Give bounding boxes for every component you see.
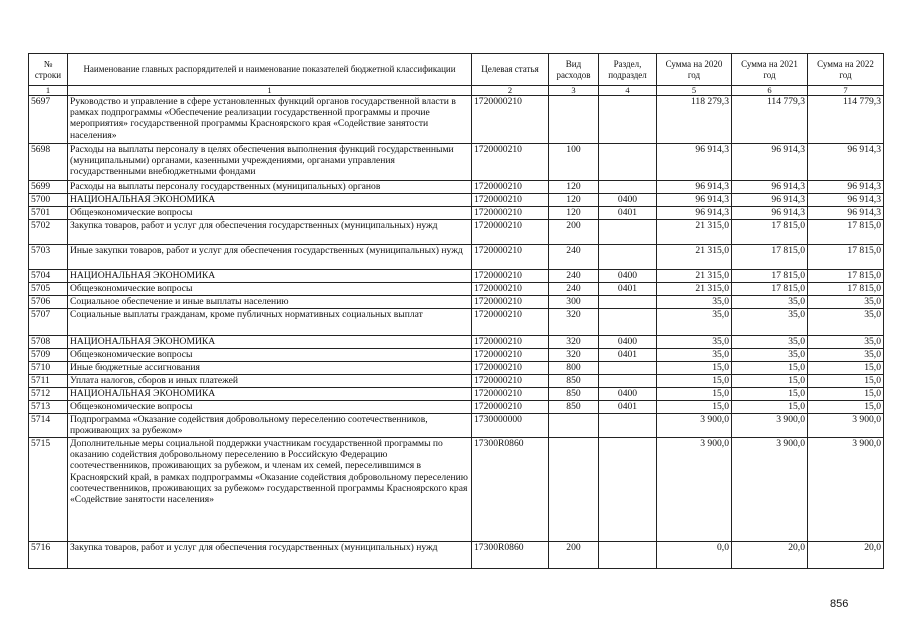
row-sum-2020: 96 914,3 [657,181,732,194]
row-number: 5707 [29,309,68,336]
row-section [599,96,657,144]
row-section [599,220,657,245]
row-name: НАЦИОНАЛЬНАЯ ЭКОНОМИКА [68,270,472,283]
row-sum-2022: 35,0 [808,349,884,362]
col-number: 5 [657,86,732,96]
row-sum-2022: 17 815,0 [808,220,884,245]
row-section: 0400 [599,388,657,401]
row-section: 0400 [599,270,657,283]
row-number: 5712 [29,388,68,401]
table-row [29,96,884,144]
row-type: 200 [549,542,599,569]
row-section [599,181,657,194]
row-sum-2020: 15,0 [657,362,732,375]
row-sum-2020: 118 279,3 [657,96,732,144]
row-sum-2020: 3 900,0 [657,414,732,438]
row-sum-2022: 35,0 [808,296,884,309]
header-col-name: Наименование главных распорядителей и наименование показателей бюджетной классификации [68,54,472,86]
row-number: 5716 [29,542,68,569]
row-section [599,438,657,542]
row-sum-2022: 96 914,3 [808,144,884,181]
row-sum-2022: 96 914,3 [808,207,884,220]
row-type: 320 [549,309,599,336]
row-section [599,144,657,181]
row-type: 120 [549,194,599,207]
col-number: 3 [549,86,599,96]
row-section: 0401 [599,207,657,220]
row-number: 5711 [29,375,68,388]
row-section: 0400 [599,336,657,349]
row-sum-2020: 96 914,3 [657,194,732,207]
row-target: 1720000210 [472,194,549,207]
row-type: 320 [549,336,599,349]
row-sum-2020: 35,0 [657,349,732,362]
row-sum-2022: 114 779,3 [808,96,884,144]
row-sum-2020: 21 315,0 [657,283,732,296]
table-row [29,220,884,245]
row-name: Руководство и управление в сфере установленных функций органов государственной власти в рамках подпрограммы «Обеспечение реализации государственной программы и прочие мероприятия» государственной программы Красноярского края «Содействие занятости населения» [68,96,472,144]
row-number: 5709 [29,349,68,362]
row-number: 5702 [29,220,68,245]
table-row [29,144,884,181]
row-sum-2021: 96 914,3 [732,207,808,220]
row-sum-2021: 15,0 [732,388,808,401]
col-number: 6 [732,86,808,96]
header-row [29,54,884,86]
row-sum-2021: 96 914,3 [732,144,808,181]
row-section: 0401 [599,401,657,414]
row-name: Общеэкономические вопросы [68,283,472,296]
table-row [29,296,884,309]
row-section [599,245,657,270]
table-row [29,438,884,542]
row-target: 1720000210 [472,245,549,270]
row-sum-2022: 15,0 [808,388,884,401]
row-name: Уплата налогов, сборов и иных платежей [68,375,472,388]
row-sum-2022: 17 815,0 [808,245,884,270]
row-type: 100 [549,144,599,181]
table-row [29,336,884,349]
row-target: 1720000210 [472,96,549,144]
row-number: 5714 [29,414,68,438]
row-section [599,362,657,375]
row-type: 200 [549,220,599,245]
row-sum-2021: 15,0 [732,375,808,388]
table-row [29,283,884,296]
row-name: Иные бюджетные ассигнования [68,362,472,375]
col-number: 1 [68,86,472,96]
row-target: 1720000210 [472,401,549,414]
row-name: Расходы на выплаты персоналу в целях обеспечения выполнения функций государственными (муниципальными) органами, казенными учреждениями, органами управления государственными внебюджетными фондами [68,144,472,181]
budget-table [28,53,884,569]
row-target: 1720000210 [472,349,549,362]
row-type: 320 [549,349,599,362]
row-sum-2021: 35,0 [732,349,808,362]
row-sum-2020: 15,0 [657,375,732,388]
row-target: 17300R0860 [472,542,549,569]
row-sum-2020: 35,0 [657,309,732,336]
row-type: 120 [549,207,599,220]
row-sum-2022: 20,0 [808,542,884,569]
row-name: Общеэкономические вопросы [68,349,472,362]
row-sum-2020: 3 900,0 [657,438,732,542]
table-row [29,414,884,438]
row-sum-2020: 35,0 [657,296,732,309]
row-number: 5708 [29,336,68,349]
table-row [29,207,884,220]
row-number: 5700 [29,194,68,207]
row-name: Закупка товаров, работ и услуг для обеспечения государственных (муниципальных) нужд [68,220,472,245]
row-number: 5697 [29,96,68,144]
row-number: 5698 [29,144,68,181]
row-type: 300 [549,296,599,309]
row-sum-2021: 35,0 [732,296,808,309]
row-section [599,296,657,309]
row-sum-2020: 21 315,0 [657,220,732,245]
row-sum-2022: 3 900,0 [808,438,884,542]
col-number: 1 [29,86,68,96]
row-name: Общеэкономические вопросы [68,207,472,220]
row-name: НАЦИОНАЛЬНАЯ ЭКОНОМИКА [68,336,472,349]
table-row [29,375,884,388]
row-sum-2022: 17 815,0 [808,270,884,283]
row-name: НАЦИОНАЛЬНАЯ ЭКОНОМИКА [68,388,472,401]
row-type: 240 [549,283,599,296]
row-section: 0401 [599,349,657,362]
table-row [29,349,884,362]
row-sum-2021: 3 900,0 [732,438,808,542]
table-row [29,542,884,569]
row-type: 120 [549,181,599,194]
row-target: 1720000210 [472,207,549,220]
table-row [29,270,884,283]
row-target: 17300R0860 [472,438,549,542]
row-sum-2021: 96 914,3 [732,181,808,194]
page-number: 856 [830,598,849,610]
row-sum-2020: 15,0 [657,388,732,401]
row-sum-2020: 21 315,0 [657,270,732,283]
row-sum-2020: 96 914,3 [657,207,732,220]
row-target: 1720000210 [472,296,549,309]
row-sum-2022: 35,0 [808,336,884,349]
row-sum-2021: 17 815,0 [732,283,808,296]
row-section: 0401 [599,283,657,296]
row-target: 1720000210 [472,336,549,349]
row-sum-2021: 17 815,0 [732,270,808,283]
row-target: 1720000210 [472,270,549,283]
row-name: Подпрограмма «Оказание содействия добровольному переселению соотечественников, проживающих за рубежом» [68,414,472,438]
header-col-sum-2020: Сумма на 2020 год [657,54,732,86]
row-sum-2021: 15,0 [732,362,808,375]
row-number: 5701 [29,207,68,220]
row-sum-2021: 17 815,0 [732,245,808,270]
col-number: 2 [472,86,549,96]
row-target: 1720000210 [472,388,549,401]
row-number: 5706 [29,296,68,309]
row-target: 1720000210 [472,362,549,375]
row-sum-2022: 15,0 [808,375,884,388]
row-type: 800 [549,362,599,375]
table-row [29,309,884,336]
row-sum-2021: 96 914,3 [732,194,808,207]
row-sum-2020: 15,0 [657,401,732,414]
row-target: 1720000210 [472,283,549,296]
header-col-section: Раздел, подраздел [599,54,657,86]
row-name: Закупка товаров, работ и услуг для обеспечения государственных (муниципальных) нужд [68,542,472,569]
row-name: Дополнительные меры социальной поддержки участникам государственной программы по оказанию содействия добровольному переселению в Российскую Федерацию соотечественников, проживающих за рубежом, и членам их семей, переселившимся в Красноярский край, в рамках подпрограммы «Оказание содействия добровольному переселению соотечественников, проживающих за рубежом» государственной программы Красноярского края «Содействие занятости населения» [68,438,472,542]
row-section [599,375,657,388]
header-col-sum-2022: Сумма на 2022 год [808,54,884,86]
row-number: 5699 [29,181,68,194]
column-number-row [29,86,884,96]
row-sum-2022: 15,0 [808,401,884,414]
row-type: 850 [549,388,599,401]
row-target: 1720000210 [472,144,549,181]
row-sum-2021: 20,0 [732,542,808,569]
row-sum-2022: 96 914,3 [808,181,884,194]
row-section: 0400 [599,194,657,207]
col-number: 7 [808,86,884,96]
row-sum-2022: 17 815,0 [808,283,884,296]
table-body [29,96,884,569]
row-target: 1720000210 [472,220,549,245]
row-number: 5713 [29,401,68,414]
row-number: 5715 [29,438,68,542]
row-name: Общеэкономические вопросы [68,401,472,414]
row-sum-2022: 15,0 [808,362,884,375]
row-name: Расходы на выплаты персоналу государственных (муниципальных) органов [68,181,472,194]
row-sum-2021: 17 815,0 [732,220,808,245]
row-target: 1720000210 [472,181,549,194]
row-sum-2020: 35,0 [657,336,732,349]
row-name: Иные закупки товаров, работ и услуг для обеспечения государственных (муниципальных) нужд [68,245,472,270]
header-col-num: № строки [29,54,68,86]
row-sum-2021: 35,0 [732,336,808,349]
row-sum-2021: 15,0 [732,401,808,414]
row-section [599,309,657,336]
row-target: 1720000210 [472,309,549,336]
row-sum-2020: 96 914,3 [657,144,732,181]
row-type [549,414,599,438]
row-number: 5705 [29,283,68,296]
row-type: 850 [549,401,599,414]
row-sum-2022: 96 914,3 [808,194,884,207]
row-sum-2020: 21 315,0 [657,245,732,270]
row-sum-2022: 3 900,0 [808,414,884,438]
header-col-sum-2021: Сумма на 2021 год [732,54,808,86]
row-name: Социальное обеспечение и иные выплаты населению [68,296,472,309]
table-row [29,401,884,414]
header-col-target: Целевая статья [472,54,549,86]
row-sum-2020: 0,0 [657,542,732,569]
row-name: Социальные выплаты гражданам, кроме публичных нормативных социальных выплат [68,309,472,336]
row-type [549,438,599,542]
row-sum-2022: 35,0 [808,309,884,336]
row-type: 240 [549,270,599,283]
row-type: 850 [549,375,599,388]
table-row [29,194,884,207]
row-sum-2021: 3 900,0 [732,414,808,438]
row-sum-2021: 35,0 [732,309,808,336]
col-number: 4 [599,86,657,96]
table-row [29,362,884,375]
row-number: 5704 [29,270,68,283]
table-row [29,245,884,270]
row-type: 240 [549,245,599,270]
row-target: 1720000210 [472,375,549,388]
row-sum-2021: 114 779,3 [732,96,808,144]
row-type [549,96,599,144]
row-name: НАЦИОНАЛЬНАЯ ЭКОНОМИКА [68,194,472,207]
row-number: 5710 [29,362,68,375]
table-row [29,181,884,194]
row-number: 5703 [29,245,68,270]
header-col-type: Вид расходов [549,54,599,86]
row-section [599,414,657,438]
row-target: 1730000000 [472,414,549,438]
table-row [29,388,884,401]
row-section [599,542,657,569]
